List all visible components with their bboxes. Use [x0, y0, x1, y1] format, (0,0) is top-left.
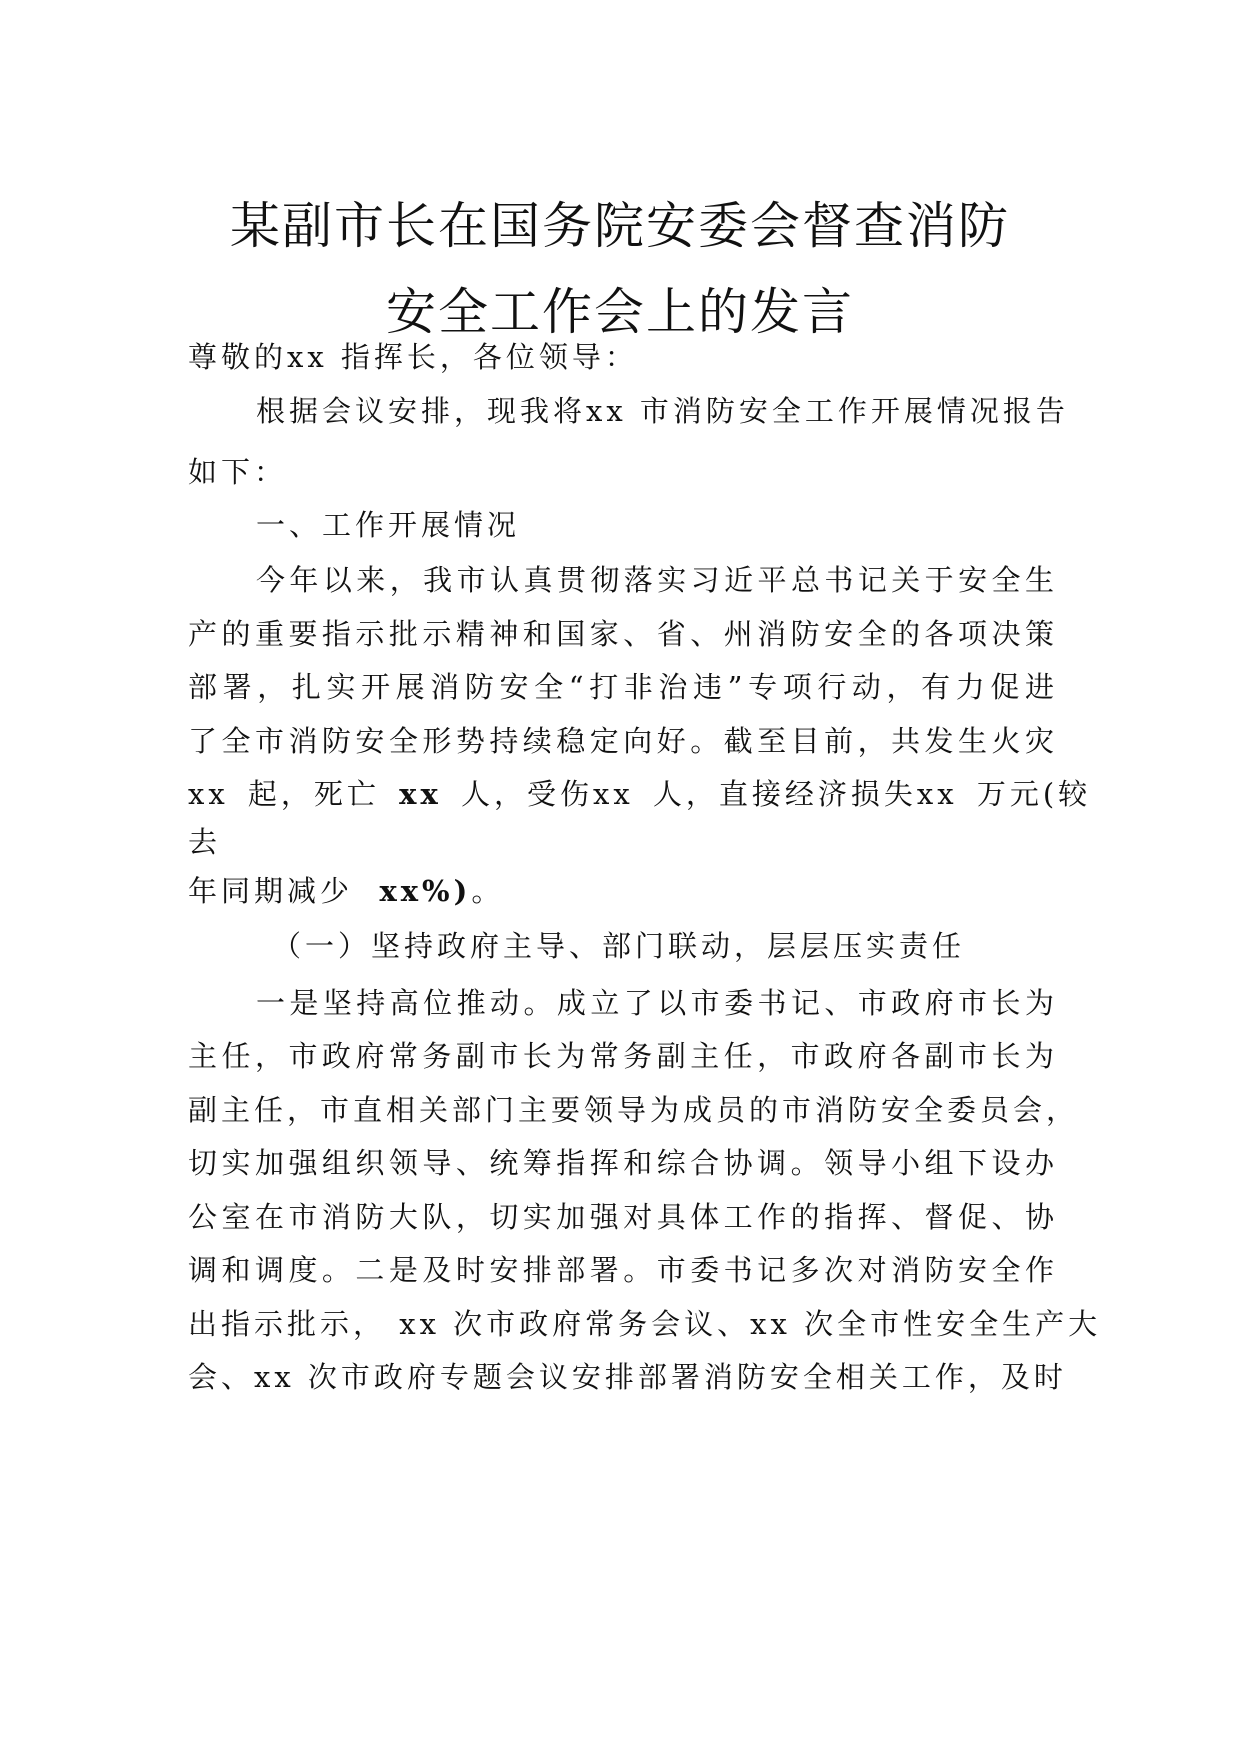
section-1-heading: 一、工作开展情况	[256, 508, 521, 542]
intro-line-2: 如下：	[188, 455, 288, 489]
paragraph-2-line-7: 出指示批示， xx 次市政府常务会议、xx 次全市性安全生产大	[188, 1307, 1102, 1341]
paragraph-2-line-4: 切实加强组织领导、统筹指挥和综合协调。领导小组下设办	[188, 1146, 1058, 1180]
paragraph-1-line-4: 了全市消防安全形势持续稳定向好。截至目前，共发生火灾	[188, 724, 1058, 758]
intro-line-1: 根据会议安排，现我将xx 市消防安全工作开展情况报告	[256, 394, 1069, 428]
paragraph-2-line-6: 调和调度。二是及时安排部署。市委书记多次对消防安全作	[188, 1253, 1058, 1287]
paragraph-1-line-5-bold: xx	[399, 777, 442, 811]
document-title-line-2: 安全工作会上的发言	[386, 283, 854, 341]
paragraph-1-line-1: 今年以来，我市认真贯彻落实习近平总书记关于安全生	[256, 563, 1058, 597]
paragraph-1-line-5-part-c: 人，受伤xx 人，直接经济损失xx 万元(较	[460, 777, 1092, 811]
paragraph-1-line-7-bold: xx%)	[379, 874, 472, 908]
subsection-1-heading: （一）坚持政府主导、部门联动，层层压实责任	[272, 929, 966, 963]
paragraph-1-line-5	[188, 774, 1091, 814]
salutation: 尊敬的xx 指挥长，各位领导：	[188, 340, 638, 374]
paragraph-1-line-7	[188, 871, 504, 911]
paragraph-1-line-6: 去	[188, 825, 222, 859]
paragraph-1-line-7-part-a: 年同期减少	[188, 874, 354, 908]
paragraph-2-line-5: 公室在市消防大队，切实加强对具体工作的指挥、督促、协	[188, 1200, 1058, 1234]
paragraph-1-line-3: 部署，扎实开展消防安全“打非治违”专项行动，有力促进	[188, 670, 1058, 704]
paragraph-2-line-3: 副主任，市直相关部门主要领导为成员的市消防安全委员会，	[188, 1093, 1080, 1127]
paragraph-1-line-7-part-c: 。	[471, 874, 505, 908]
paragraph-2-line-8: 会、xx 次市政府专题会议安排部署消防安全相关工作，及时	[188, 1360, 1067, 1394]
paragraph-1-line-2: 产的重要指示批示精神和国家、省、州消防安全的各项决策	[188, 617, 1058, 651]
paragraph-2-line-2: 主任，市政府常务副市长为常务副主任，市政府各副市长为	[188, 1039, 1058, 1073]
document-title-line-1: 某副市长在国务院安委会督查消防	[230, 197, 1010, 255]
paragraph-2-line-1: 一是坚持高位推动。成立了以市委书记、市政府市长为	[256, 986, 1058, 1020]
paragraph-1-line-5-part-a: xx 起，死亡	[188, 777, 380, 811]
